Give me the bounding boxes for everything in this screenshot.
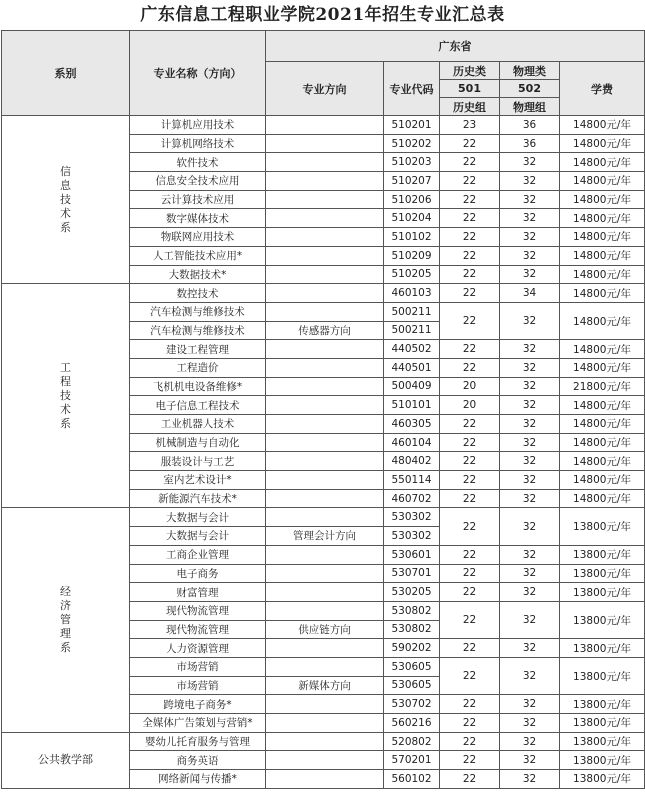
header-history: 历史类 <box>440 62 500 80</box>
tuition-fee: 14800元/年 <box>560 284 645 303</box>
major-name: 飞机机电设备维修* <box>130 377 266 396</box>
table-row <box>2 508 645 527</box>
major-name: 大数据与会计 <box>130 527 266 546</box>
physics-score: 32 <box>500 153 560 172</box>
major-code: 560102 <box>384 770 440 789</box>
major-direction <box>266 209 384 228</box>
major-direction <box>266 545 384 564</box>
major-code: 460104 <box>384 433 440 452</box>
major-code: 460103 <box>384 284 440 303</box>
dept-name: 信息技术系 <box>60 164 71 234</box>
header-physics-num: 502 <box>500 80 560 98</box>
physics-score: 32 <box>500 209 560 228</box>
tuition-fee: 14800元/年 <box>560 265 645 284</box>
major-code: 530302 <box>384 508 440 527</box>
physics-score: 36 <box>500 134 560 153</box>
history-score: 22 <box>440 545 500 564</box>
major-name: 工程造价 <box>130 358 266 377</box>
physics-score: 32 <box>500 396 560 415</box>
major-code: 500211 <box>384 302 440 321</box>
major-direction <box>266 564 384 583</box>
history-score: 22 <box>440 228 500 247</box>
major-code: 460702 <box>384 489 440 508</box>
history-score: 22 <box>440 489 500 508</box>
major-direction <box>266 190 384 209</box>
physics-score: 32 <box>500 489 560 508</box>
physics-score: 32 <box>500 639 560 658</box>
major-direction <box>266 695 384 714</box>
tuition-fee: 13800元/年 <box>560 657 645 694</box>
major-name: 建设工程管理 <box>130 340 266 359</box>
major-direction <box>266 601 384 620</box>
major-code: 590202 <box>384 639 440 658</box>
dept-cell <box>2 284 130 508</box>
history-score: 22 <box>440 190 500 209</box>
tuition-fee: 14800元/年 <box>560 358 645 377</box>
major-code: 510209 <box>384 246 440 265</box>
header-physics: 物理类 <box>500 62 560 80</box>
header-dept: 系别 <box>2 31 130 116</box>
major-code: 500409 <box>384 377 440 396</box>
history-score: 22 <box>440 770 500 789</box>
physics-score: 32 <box>500 508 560 545</box>
history-score: 22 <box>440 134 500 153</box>
tuition-fee: 14800元/年 <box>560 190 645 209</box>
tuition-fee: 14800元/年 <box>560 489 645 508</box>
major-direction <box>266 284 384 303</box>
major-direction <box>266 583 384 602</box>
major-name: 数字媒体技术 <box>130 209 266 228</box>
major-name: 信息安全技术应用 <box>130 172 266 191</box>
major-direction <box>266 340 384 359</box>
major-direction <box>266 770 384 789</box>
major-name: 软件技术 <box>130 153 266 172</box>
history-score: 22 <box>440 209 500 228</box>
major-name: 跨境电子商务* <box>130 695 266 714</box>
major-direction: 新媒体方向 <box>266 676 384 695</box>
major-code: 500211 <box>384 321 440 340</box>
major-code: 530302 <box>384 527 440 546</box>
physics-score: 32 <box>500 601 560 638</box>
physics-score: 32 <box>500 695 560 714</box>
history-score: 22 <box>440 153 500 172</box>
history-score: 22 <box>440 302 500 339</box>
dept-cell <box>2 732 130 788</box>
tuition-fee: 13800元/年 <box>560 564 645 583</box>
major-code: 530601 <box>384 545 440 564</box>
tuition-fee: 13800元/年 <box>560 695 645 714</box>
major-direction <box>266 433 384 452</box>
major-direction <box>266 639 384 658</box>
history-score: 22 <box>440 601 500 638</box>
major-name: 财富管理 <box>130 583 266 602</box>
major-name: 全媒体广告策划与营销* <box>130 714 266 733</box>
tuition-fee: 14800元/年 <box>560 228 645 247</box>
majors-table <box>1 30 645 789</box>
major-code: 530702 <box>384 695 440 714</box>
major-code: 530205 <box>384 583 440 602</box>
major-direction <box>266 377 384 396</box>
physics-score: 32 <box>500 751 560 770</box>
physics-score: 32 <box>500 471 560 490</box>
major-code: 510203 <box>384 153 440 172</box>
major-direction <box>266 116 384 135</box>
tuition-fee: 14800元/年 <box>560 209 645 228</box>
history-score: 22 <box>440 358 500 377</box>
physics-score: 32 <box>500 433 560 452</box>
physics-score: 32 <box>500 452 560 471</box>
history-score: 22 <box>440 583 500 602</box>
history-score: 22 <box>440 340 500 359</box>
header-major: 专业名称（方向） <box>130 31 266 116</box>
major-direction <box>266 172 384 191</box>
table-row <box>2 116 645 135</box>
table-row <box>2 732 645 751</box>
major-direction <box>266 265 384 284</box>
major-code: 440502 <box>384 340 440 359</box>
major-direction <box>266 228 384 247</box>
history-score: 22 <box>440 732 500 751</box>
major-direction: 供应链方向 <box>266 620 384 639</box>
dept-cell <box>2 508 130 732</box>
major-direction: 传感器方向 <box>266 321 384 340</box>
major-name: 大数据技术* <box>130 265 266 284</box>
physics-score: 32 <box>500 732 560 751</box>
page-title: 广东信息工程职业学院2021年招生专业汇总表 <box>140 5 505 25</box>
history-score: 22 <box>440 751 500 770</box>
major-name: 电子商务 <box>130 564 266 583</box>
major-code: 530605 <box>384 676 440 695</box>
history-score: 22 <box>440 639 500 658</box>
physics-score: 32 <box>500 714 560 733</box>
tuition-fee: 14800元/年 <box>560 153 645 172</box>
major-code: 460305 <box>384 415 440 434</box>
major-name: 服装设计与工艺 <box>130 452 266 471</box>
physics-score: 32 <box>500 228 560 247</box>
major-code: 510201 <box>384 116 440 135</box>
major-name: 现代物流管理 <box>130 620 266 639</box>
major-code: 530802 <box>384 620 440 639</box>
major-code: 480402 <box>384 452 440 471</box>
physics-score: 32 <box>500 358 560 377</box>
major-name: 市场营销 <box>130 657 266 676</box>
major-name: 市场营销 <box>130 676 266 695</box>
history-score: 22 <box>440 433 500 452</box>
tuition-fee: 21800元/年 <box>560 377 645 396</box>
major-direction <box>266 153 384 172</box>
major-name: 电子信息工程技术 <box>130 396 266 415</box>
major-name: 室内艺术设计* <box>130 471 266 490</box>
major-code: 530605 <box>384 657 440 676</box>
major-name: 婴幼儿托育服务与管理 <box>130 732 266 751</box>
dept-name: 经济管理系 <box>60 585 71 655</box>
history-score: 22 <box>440 471 500 490</box>
major-name: 现代物流管理 <box>130 601 266 620</box>
major-code: 530802 <box>384 601 440 620</box>
tuition-fee: 13800元/年 <box>560 639 645 658</box>
major-code: 510204 <box>384 209 440 228</box>
major-code: 510102 <box>384 228 440 247</box>
major-direction <box>266 657 384 676</box>
major-direction <box>266 358 384 377</box>
major-direction <box>266 134 384 153</box>
major-direction <box>266 396 384 415</box>
physics-score: 32 <box>500 265 560 284</box>
physics-score: 32 <box>500 564 560 583</box>
header-history-num: 501 <box>440 80 500 98</box>
tuition-fee: 14800元/年 <box>560 396 645 415</box>
physics-score: 32 <box>500 302 560 339</box>
major-name: 计算机应用技术 <box>130 116 266 135</box>
tuition-fee: 14800元/年 <box>560 415 645 434</box>
tuition-fee: 14800元/年 <box>560 302 645 339</box>
tuition-fee: 13800元/年 <box>560 583 645 602</box>
physics-score: 32 <box>500 545 560 564</box>
tuition-fee: 13800元/年 <box>560 508 645 545</box>
physics-score: 32 <box>500 172 560 191</box>
major-name: 新能源汽车技术* <box>130 489 266 508</box>
major-code: 550114 <box>384 471 440 490</box>
major-name: 机械制造与自动化 <box>130 433 266 452</box>
major-name: 工商企业管理 <box>130 545 266 564</box>
major-code: 530701 <box>384 564 440 583</box>
major-code: 510205 <box>384 265 440 284</box>
major-name: 工业机器人技术 <box>130 415 266 434</box>
tuition-fee: 13800元/年 <box>560 732 645 751</box>
tuition-fee: 14800元/年 <box>560 340 645 359</box>
physics-score: 32 <box>500 190 560 209</box>
header-physics-group: 物理组 <box>500 98 560 116</box>
major-direction <box>266 302 384 321</box>
dept-name: 公共教学部 <box>38 753 93 767</box>
physics-score: 32 <box>500 657 560 694</box>
physics-score: 36 <box>500 116 560 135</box>
major-direction <box>266 246 384 265</box>
major-code: 510202 <box>384 134 440 153</box>
history-score: 22 <box>440 246 500 265</box>
tuition-fee: 13800元/年 <box>560 601 645 638</box>
physics-score: 32 <box>500 770 560 789</box>
major-direction: 管理会计方向 <box>266 527 384 546</box>
history-score: 20 <box>440 377 500 396</box>
major-name: 商务英语 <box>130 751 266 770</box>
history-score: 22 <box>440 695 500 714</box>
major-code: 570201 <box>384 751 440 770</box>
history-score: 22 <box>440 657 500 694</box>
major-code: 440501 <box>384 358 440 377</box>
table-row <box>2 284 645 303</box>
major-name: 数控技术 <box>130 284 266 303</box>
physics-score: 32 <box>500 246 560 265</box>
physics-score: 32 <box>500 415 560 434</box>
tuition-fee: 13800元/年 <box>560 545 645 564</box>
tuition-fee: 14800元/年 <box>560 452 645 471</box>
major-name: 汽车检测与维修技术 <box>130 302 266 321</box>
major-direction <box>266 714 384 733</box>
major-direction <box>266 508 384 527</box>
history-score: 22 <box>440 452 500 471</box>
major-direction <box>266 471 384 490</box>
header-history-group: 历史组 <box>440 98 500 116</box>
major-code: 510207 <box>384 172 440 191</box>
major-code: 510101 <box>384 396 440 415</box>
major-direction <box>266 452 384 471</box>
header-direction: 专业方向 <box>266 62 384 116</box>
tuition-fee: 14800元/年 <box>560 246 645 265</box>
major-name: 大数据与会计 <box>130 508 266 527</box>
major-name: 网络新闻与传播* <box>130 770 266 789</box>
header-province: 广东省 <box>266 31 645 62</box>
major-name: 汽车检测与维修技术 <box>130 321 266 340</box>
tuition-fee: 13800元/年 <box>560 751 645 770</box>
header-code: 专业代码 <box>384 62 440 116</box>
history-score: 22 <box>440 508 500 545</box>
major-code: 560216 <box>384 714 440 733</box>
tuition-fee: 13800元/年 <box>560 714 645 733</box>
history-score: 22 <box>440 284 500 303</box>
tuition-fee: 14800元/年 <box>560 134 645 153</box>
tuition-fee: 14800元/年 <box>560 116 645 135</box>
major-direction <box>266 751 384 770</box>
physics-score: 34 <box>500 284 560 303</box>
history-score: 22 <box>440 415 500 434</box>
tuition-fee: 14800元/年 <box>560 172 645 191</box>
physics-score: 32 <box>500 340 560 359</box>
tuition-fee: 14800元/年 <box>560 433 645 452</box>
history-score: 22 <box>440 714 500 733</box>
major-name: 云计算技术应用 <box>130 190 266 209</box>
tuition-fee: 14800元/年 <box>560 471 645 490</box>
major-name: 人工智能技术应用* <box>130 246 266 265</box>
history-score: 22 <box>440 564 500 583</box>
major-direction <box>266 732 384 751</box>
tuition-fee: 13800元/年 <box>560 770 645 789</box>
major-name: 人力资源管理 <box>130 639 266 658</box>
physics-score: 32 <box>500 377 560 396</box>
physics-score: 32 <box>500 583 560 602</box>
major-direction <box>266 415 384 434</box>
history-score: 22 <box>440 172 500 191</box>
header-fee: 学费 <box>560 62 645 116</box>
dept-name: 工程技术系 <box>60 360 71 430</box>
dept-cell <box>2 116 130 284</box>
major-code: 520802 <box>384 732 440 751</box>
history-score: 22 <box>440 265 500 284</box>
major-direction <box>266 489 384 508</box>
major-name: 物联网应用技术 <box>130 228 266 247</box>
major-name: 计算机网络技术 <box>130 134 266 153</box>
major-code: 510206 <box>384 190 440 209</box>
history-score: 23 <box>440 116 500 135</box>
history-score: 20 <box>440 396 500 415</box>
